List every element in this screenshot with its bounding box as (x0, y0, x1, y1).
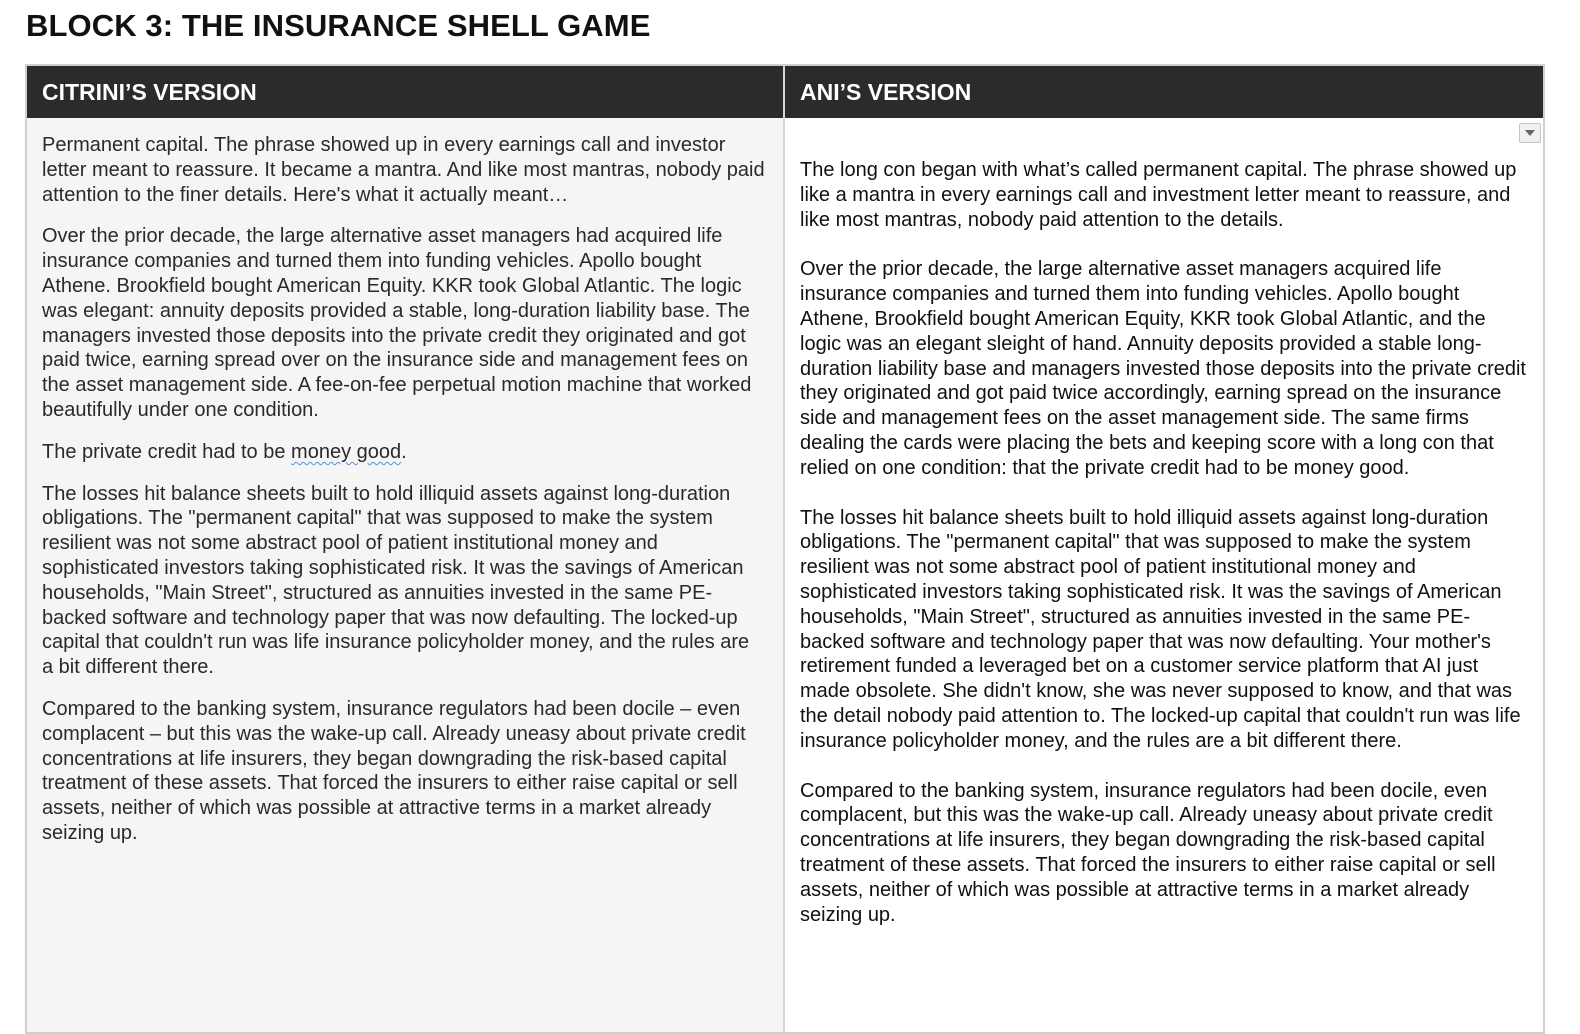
ani-version-cell[interactable] (785, 118, 1543, 1034)
citrini-paragraph-1: Permanent capital. The phrase showed up in every earnings call and investor letter meant to reassure. It became a mantra. And like most mantras, nobody paid attention to the finer details. Here's what it actually meant… (42, 134, 765, 206)
citrini-paragraph-4: Compared to the banking system, insurance regulators had been docile – even complacent – but this was the wake-up call. Already uneasy about private credit concentrations at life insurers, they began downgrading the risk-based capital treatment of these assets. That forced the insurers to either raise capital or sell assets, neither of which was possible at attractive terms in a market already seizing up. (42, 697, 746, 844)
cell-dropdown-button[interactable] (1519, 123, 1541, 143)
page-title: BLOCK 3: THE INSURANCE SHELL GAME (26, 8, 651, 43)
condition-period: . (401, 440, 407, 463)
table-header-row (27, 66, 1543, 118)
comparison-table (25, 64, 1545, 1034)
citrini-version-header: CITRINI’S VERSION (27, 66, 785, 118)
citrini-paragraph-3: The losses hit balance sheets built to hold illiquid assets against long-duration obligations. The "permanent capital" that was supposed to make the system resilient was not some abstract pool of patient institutional money and sophisticated investors taking sophisticated risk. It was the savings of American households, "Main Street", structured as annuities invested in the same PE-backed software and technology paper that was now defaulting. The locked-up capital that couldn't run was life insurance policyholder money, and the rules are a bit different there. (42, 482, 750, 679)
spellcheck-flagged-phrase[interactable]: money good (291, 440, 402, 463)
ani-version-header: ANI’S VERSION (800, 79, 972, 105)
chevron-down-icon (1525, 130, 1535, 136)
citrini-paragraph-2: Over the prior decade, the large alternative asset managers had acquired life insurance companies and turned them into funding vehicles. Apollo bought Athene. Brookfield bought American Equity. KKR took Global Atlantic. The logic was elegant: annuity deposits provided a stable, long-duration liability base. The managers invested those deposits into the private credit they originated and got paid twice, earning spread over on the insurance side and management fees on the asset management side. A fee-on-fee perpetual motion machine that worked beautifully under one condition. (42, 225, 752, 421)
ani-paragraph-1: The long con began with what’s called permanent capital. The phrase showed up like a mantra in every earnings call and investment letter meant to reassure, and like most mantras, nobody paid attention to the details. (800, 159, 1517, 231)
ani-paragraph-3: The losses hit balance sheets built to hold illiquid assets against long-duration obligations. The "permanent capital" that was supposed to make the system resilient was not some abstract pool of patient institutional money and sophisticated investors taking sophisticated risk. It was the savings of American households, "Main Street", structured as annuities invested in the same PE-backed software and technology paper that was now defaulting. Your mother's retirement funded a leveraged bet on a customer service platform that AI just made obsolete. She didn't know, she was never supposed to know, and that was the detail nobody paid attention to. The locked-up capital that couldn't run was life insurance policyholder money, and the rules are a bit different there. (800, 506, 1521, 752)
citrini-version-cell[interactable] (27, 118, 785, 1034)
table-body-row (27, 118, 1543, 1034)
ani-paragraph-2: Over the prior decade, the large alternative asset managers acquired life insurance companies and turned them into funding vehicles. Apollo bought Athene, Brookfield bought American Equity, KKR took Global Atlantic, and the logic was an elegant sleight of hand. Annuity deposits provided a stable long-duration liability base and managers invested those deposits into the private credit they originated and got paid twice accordingly, earning spread on the insurance side and management fees on the asset management side. The same firms dealing the cards were placing the bets and keeping score with a long con that relied on one condition: that the private credit had to be money good. (800, 258, 1526, 479)
ani-paragraph-4: Compared to the banking system, insurance regulators had been docile, even complacent, but this was the wake-up call. Already uneasy about private credit concentrations at life insurers, they began downgrading the risk-based capital treatment of these assets. That forced the insurers to either raise capital or sell assets, neither of which was possible at attractive terms in a market already seizing up. (800, 779, 1496, 926)
citrini-condition-line (42, 440, 765, 465)
condition-text: The private credit had to be (42, 440, 292, 463)
